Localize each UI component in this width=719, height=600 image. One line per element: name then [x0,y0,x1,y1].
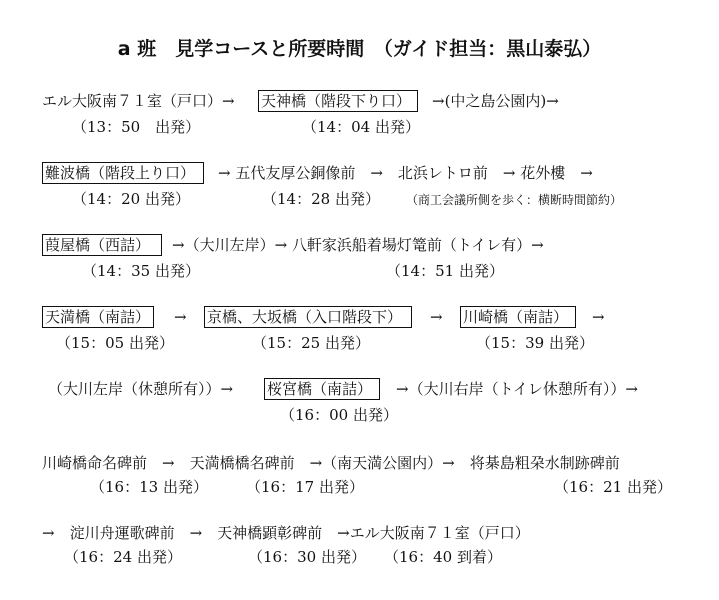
departure-time: （16：30 出発） [248,548,366,566]
route-segment: 川崎橋命名碑前 → 天満橋橋名碑前 →（南天満公園内）→ 将棊島粗朶水制跡碑前 [42,454,620,472]
departure-time: （16：17 出発） [246,478,364,496]
boxed-stop: 川崎橋（南詰） [460,306,576,328]
departure-time: （13：50 出発） [72,118,201,136]
boxed-stop: 京橋、大坂橋（入口階段下） [204,306,412,328]
arrow: → [592,308,605,326]
departure-time: （14：28 出発） [262,190,380,208]
route-note: （商工会議所側を歩く：横断時間節約） [406,193,623,207]
route-segment: →（大川左岸）→ 八軒家浜船着場灯篭前（トイレ有）→ [172,236,544,254]
page-title: a 班 見学コースと所要時間 （ガイド担当：黒山泰弘） [117,38,602,60]
boxed-stop: 桜宮橋（南詰） [264,378,380,400]
boxed-stop: 葭屋橋（西詰） [42,234,162,256]
route-start: エル大阪南７１室（戸口）→ [42,92,235,110]
departure-time: （16：24 出発） [64,548,182,566]
route-segment: →（大川右岸（トイレ休憩所有））→ [396,380,638,398]
arrow: → [174,308,187,326]
departure-time: （14：51 出発） [386,262,504,280]
boxed-stop: 天神橋（階段下り口） [258,90,418,112]
departure-time: （14：35 出発） [82,262,200,280]
departure-time: （15：39 出発） [476,334,594,352]
route-segment: → 五代友厚公銅像前 → 北浜レトロ前 → 花外樓 → [218,164,593,182]
departure-time: （15：05 出発） [56,334,174,352]
departure-time: （15：25 出発） [252,334,370,352]
departure-time: （14：04 出発） [302,118,420,136]
boxed-stop: 天満橋（南詰） [42,306,154,328]
arrow: → [430,308,443,326]
departure-time: （16：21 出発） [554,478,672,496]
arrival-time: （16：40 到着） [384,548,502,566]
route-segment: → 淀川舟運歌碑前 → 天神橋顕彰碑前 →エル大阪南７１室（戸口） [42,524,530,542]
route-start: （大川左岸（休憩所有））→ [48,380,234,398]
departure-time: （14：20 出発） [72,190,190,208]
departure-time: （16：00 出発） [280,406,398,424]
departure-time: （16：13 出発） [90,478,208,496]
boxed-stop: 難波橋（階段上り口） [42,162,204,184]
route-segment: →(中之島公園内)→ [432,92,559,110]
